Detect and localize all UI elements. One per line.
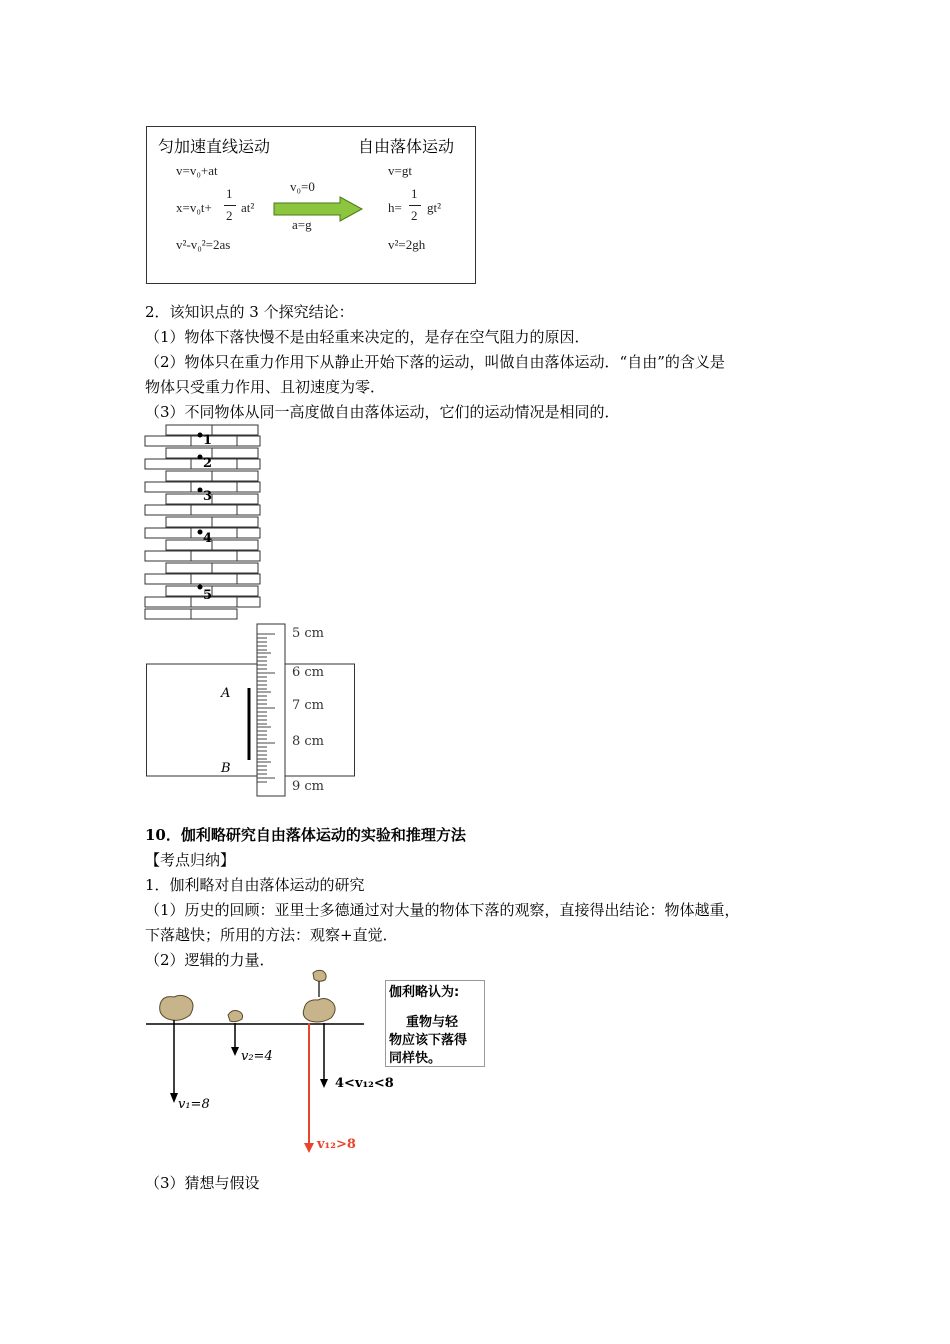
green-arrow-icon <box>272 196 364 222</box>
v1-label: v₁=8 <box>178 1097 210 1112</box>
galileo-conclusion-box <box>385 980 485 1067</box>
ruler-label: 8 cm <box>292 734 325 749</box>
v2-label: v₂=4 <box>241 1049 273 1064</box>
section2-item: 物体只受重力作用、且初速度为零． <box>145 378 386 396</box>
section10-p3: （3）猜想与假设 <box>145 1174 260 1192</box>
galileo-box-line: 重物与轻 <box>406 1015 459 1030</box>
galileo-box-line: 同样快。 <box>389 1051 442 1066</box>
left-formula-2: x=v₀t+ <box>176 200 212 215</box>
ruler-label: 5 cm <box>292 626 325 641</box>
left-fraction-den: 2 <box>226 208 233 223</box>
v12-gt-label: v₁₂>8 <box>317 1137 356 1152</box>
right-formula-1: v=gt <box>388 163 412 178</box>
section2-heading: 2．该知识点的 3 个探究结论： <box>145 303 354 321</box>
ruler-diagram <box>145 622 360 798</box>
section10-p1a: （1）历史的回顾：亚里士多德通过对大量的物体下落的观察，直接得出结论：物体越重， <box>145 901 740 919</box>
section2-item: （3）不同物体从同一高度做自由落体运动，它们的运动情况是相同的． <box>145 403 620 421</box>
section10-title: 10．伽利略研究自由落体运动的实验和推理方法 <box>145 826 466 844</box>
galileo-box-title: 伽利略认为: <box>389 985 460 1000</box>
right-formula-3: v²=2gh <box>388 237 426 252</box>
left-fraction-num: 1 <box>226 186 233 201</box>
section10-p1b: 下落越快；所用的方法：观察+直觉． <box>145 926 398 944</box>
right-fraction-bar <box>409 205 421 206</box>
right-title: 自由落体运动 <box>358 137 455 156</box>
right-formula-2: h= <box>388 200 402 215</box>
section10-tag: 【考点归纳】 <box>145 851 236 869</box>
point-b-label: B <box>221 761 231 776</box>
brick-label: 4 <box>203 531 213 546</box>
brick-label: 5 <box>203 588 213 603</box>
galileo-box-line: 物应该下落得 <box>389 1033 468 1048</box>
section2-item: （2）物体只在重力作用下从静止开始下落的运动，叫做自由落体运动．“自由”的含义是 <box>145 353 725 371</box>
arrow-top-label: v₀=0 <box>290 179 315 194</box>
section10-sub1: 1．伽利略对自由落体运动的研究 <box>145 876 365 894</box>
point-a-label: A <box>221 686 231 701</box>
right-fraction-num: 1 <box>411 186 418 201</box>
left-fraction-bar <box>224 205 236 206</box>
right-formula-2b: gt² <box>427 200 442 215</box>
left-formula-1: v=v₀+at <box>176 163 218 178</box>
ruler-label: 7 cm <box>292 698 325 713</box>
arrow-bottom-label: a=g <box>292 217 312 232</box>
right-fraction-den: 2 <box>411 208 418 223</box>
v12-mid-label: 4<v₁₂<8 <box>335 1076 394 1091</box>
brick-label: 2 <box>203 456 213 471</box>
brick-label: 1 <box>203 433 213 448</box>
left-formula-2b: at² <box>241 200 255 215</box>
section10-p2: （2）逻辑的力量． <box>145 951 275 969</box>
section2-item: （1）物体下落快慢不是由轻重来决定的，是存在空气阻力的原因． <box>145 328 590 346</box>
left-formula-3: v²-v₀²=2as <box>176 237 231 252</box>
ruler-label: 6 cm <box>292 665 325 680</box>
left-title: 匀加速直线运动 <box>158 137 271 156</box>
ruler-label: 9 cm <box>292 779 325 794</box>
brick-label: 3 <box>203 489 213 504</box>
